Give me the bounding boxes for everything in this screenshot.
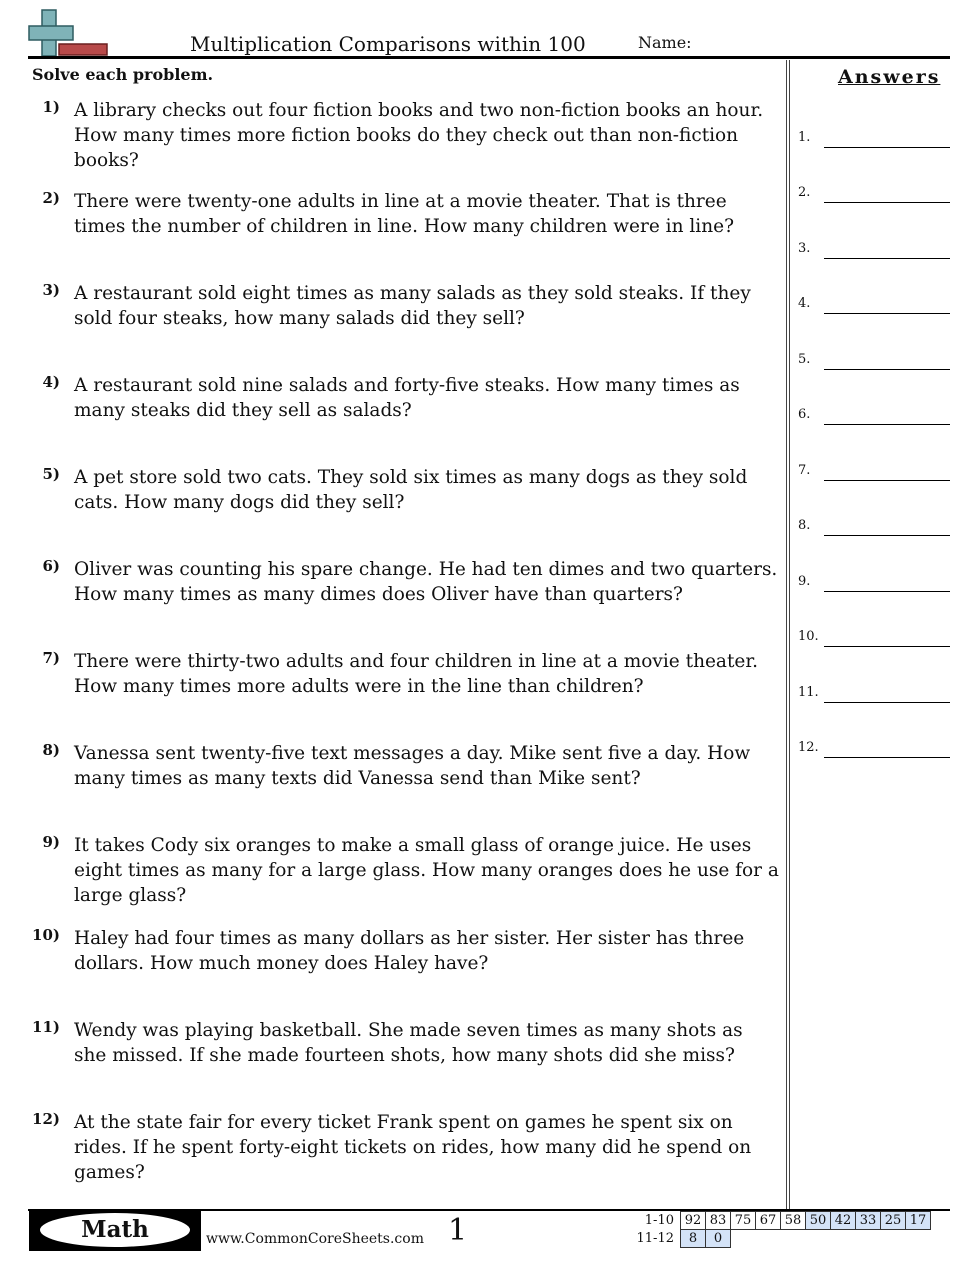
- score-row: [626, 1212, 931, 1230]
- page-title: Multiplication Comparisons within 100: [190, 32, 586, 56]
- problem-text: A restaurant sold eight times as many salads as they sold steaks. If they sold four steaks, how many salads did they sell?: [74, 283, 751, 329]
- score-cell: 25: [881, 1212, 906, 1230]
- header-rule: [28, 56, 950, 59]
- answer-label: 10.: [798, 629, 819, 644]
- answer-label: 6.: [798, 407, 811, 422]
- answer-blank[interactable]: [824, 258, 950, 259]
- problem-number: 8): [42, 741, 60, 759]
- problem-text: A library checks out four fiction books and two non-fiction books an hour. How many times more fiction books do they check out than non-fiction books?: [74, 100, 764, 171]
- page-number: 1: [448, 1213, 468, 1248]
- problem-text: A pet store sold two cats. They sold six times as many dogs as they sold cats. How many dogs did they sell?: [74, 467, 748, 513]
- answer-blank[interactable]: [824, 591, 950, 592]
- answer-blank[interactable]: [824, 535, 950, 536]
- problem-text: It takes Cody six oranges to make a small glass of orange juice. He uses eight times as many for a large glass. How many oranges does he use for a large glass?: [74, 835, 779, 906]
- problem-text: Haley had four times as many dollars as her sister. Her sister has three dollars. How much money does Haley have?: [74, 928, 745, 974]
- problem-text: At the state fair for every ticket Frank spent on games he spent six on rides. If he spent forty-eight tickets on rides, how many did he spend on games?: [74, 1112, 752, 1183]
- answer-label: 5.: [798, 352, 811, 367]
- score-cell: 0: [706, 1230, 731, 1248]
- score-row-label: 1-10: [644, 1213, 674, 1228]
- subject-label: Math: [81, 1216, 149, 1243]
- answer-blank[interactable]: [824, 202, 950, 203]
- answer-blank[interactable]: [824, 369, 950, 370]
- instructions: Solve each problem.: [32, 65, 214, 84]
- score-cell: 58: [781, 1212, 806, 1230]
- answer-blank[interactable]: [824, 424, 950, 425]
- score-row-label: 11-12: [636, 1231, 674, 1246]
- problem-number: 4): [42, 373, 60, 391]
- name-label: Name:: [638, 33, 692, 52]
- problem-number: 1): [42, 98, 60, 116]
- answer-label: 8.: [798, 518, 811, 533]
- answer-label: 2.: [798, 185, 811, 200]
- problem-number: 12): [32, 1110, 60, 1128]
- problem-text: Vanessa sent twenty-five text messages a day. Mike sent five a day. How many times as many texts did Vanessa send than Mike sent?: [74, 743, 751, 789]
- answer-blank[interactable]: [824, 313, 950, 314]
- answer-blank[interactable]: [824, 646, 950, 647]
- answer-label: 12.: [798, 740, 819, 755]
- score-row: [626, 1230, 931, 1248]
- score-table: [626, 1211, 931, 1248]
- answer-label: 7.: [798, 463, 811, 478]
- answers-heading: Answers: [838, 66, 941, 88]
- answer-blank[interactable]: [824, 702, 950, 703]
- score-cell: 92: [681, 1212, 706, 1230]
- score-cell: 42: [831, 1212, 856, 1230]
- answer-label: 1.: [798, 130, 811, 145]
- answer-blank[interactable]: [824, 757, 950, 758]
- score-cell: 83: [706, 1212, 731, 1230]
- score-cell: 75: [731, 1212, 756, 1230]
- score-cell: 50: [806, 1212, 831, 1230]
- problem-number: 10): [32, 926, 60, 944]
- problem-text: A restaurant sold nine salads and forty-five steaks. How many times as many steaks did they sell as salads?: [74, 375, 740, 421]
- problem-number: 5): [42, 465, 60, 483]
- score-cell: 67: [756, 1212, 781, 1230]
- problem-text: There were twenty-one adults in line at a movie theater. That is three times the number of children in line. How many children were in line?: [74, 191, 734, 237]
- answer-label: 9.: [798, 574, 811, 589]
- score-cell: 8: [681, 1230, 706, 1248]
- footer-url[interactable]: www.CommonCoreSheets.com: [206, 1231, 424, 1247]
- answer-label: 4.: [798, 296, 811, 311]
- problem-number: 3): [42, 281, 60, 299]
- problem-text: Wendy was playing basketball. She made seven times as many shots as she missed. If she made fourteen shots, how many shots did she miss?: [74, 1020, 743, 1066]
- problem-number: 6): [42, 557, 60, 575]
- problem-number: 9): [42, 833, 60, 851]
- problem-text: There were thirty-two adults and four children in line at a movie theater. How many times more adults were in the line than children?: [74, 651, 759, 697]
- answer-blank[interactable]: [824, 147, 950, 148]
- score-cell: 33: [856, 1212, 881, 1230]
- problem-number: 11): [32, 1018, 60, 1036]
- problem-number: 7): [42, 649, 60, 667]
- answer-label: 3.: [798, 241, 811, 256]
- answer-label: 11.: [798, 685, 819, 700]
- column-divider: [786, 60, 790, 1212]
- score-cell: 17: [906, 1212, 931, 1230]
- problem-number: 2): [42, 189, 60, 207]
- plus-minus-logo-icon: [26, 8, 110, 58]
- problem-text: Oliver was counting his spare change. He had ten dimes and two quarters. How many times as many dimes does Oliver have than quarters?: [74, 559, 778, 605]
- answer-blank[interactable]: [824, 480, 950, 481]
